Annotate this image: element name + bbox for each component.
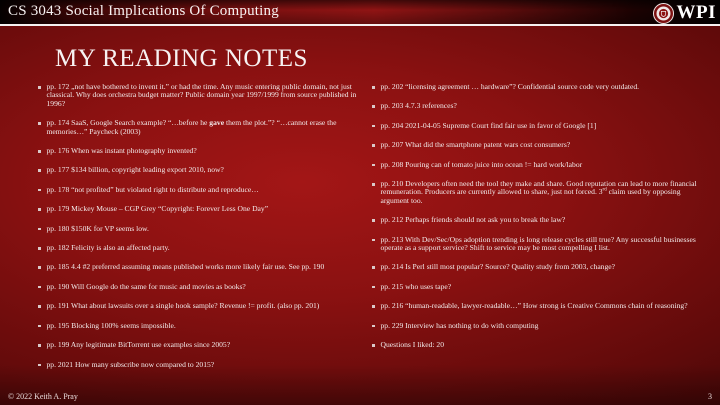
bullet-icon [38, 344, 41, 347]
reading-note-item [38, 341, 358, 349]
reading-note-item [38, 186, 358, 194]
reading-note-item [38, 244, 358, 252]
bullet-icon [372, 183, 375, 186]
note-text: pp. 208 Pouring can of tomato juice into ocean != hard work/labor [380, 159, 583, 169]
note-text: pp. 172 „not have bothered to invent it.” or had the time. Any music entering public domain, not just classical. Why does orchestra budget matter? Public domain year 1997/1999 from source published in 1996? [46, 82, 357, 108]
bullet-icon [38, 86, 41, 89]
reading-note-item [372, 83, 706, 91]
bullet-icon [372, 239, 375, 242]
bullet-icon [372, 305, 375, 308]
bullet-icon [38, 122, 41, 125]
note-text: pp. 199 Any legitimate BitTorrent use examples since 2005? [46, 340, 231, 350]
course-title: CS 3043 Social Implications Of Computing [8, 3, 279, 19]
reading-note-item [38, 361, 358, 369]
reading-note-item [372, 122, 706, 130]
note-text: pp. 214 Is Perl still most popular? Source? Quality study from 2003, change? [380, 262, 616, 272]
note-text: pp. 195 Blocking 100% seems impossible. [46, 320, 176, 330]
reading-note-item [372, 283, 706, 291]
bullet-icon [38, 286, 41, 289]
reading-note-item [38, 205, 358, 213]
note-text: pp. 210 Developers often need the tool they make and share. Good reputation can lead to more financial remuneration. Producers are currently allowed to share, just not forced. 3rd claim used by opposing argument too. [380, 179, 697, 205]
reading-note-item [38, 166, 358, 174]
bullet-icon [372, 344, 375, 347]
bullet-icon [372, 219, 375, 222]
note-text: pp. 203 4.7.3 references? [380, 101, 457, 111]
reading-note-item [38, 263, 358, 271]
note-text: pp. 190 Will Google do the same for music and movies as books? [46, 281, 246, 291]
bullet-icon [372, 105, 375, 108]
bullet-icon [38, 228, 41, 231]
wpi-logo [653, 1, 717, 25]
bullet-icon [372, 144, 375, 147]
note-text: pp. 180 $150K for VP seems low. [46, 223, 149, 233]
bullet-icon [38, 150, 41, 153]
notes-column-right [372, 83, 706, 350]
reading-note-item [372, 263, 706, 271]
bullet-icon [372, 266, 375, 269]
bullet-icon [38, 266, 41, 269]
note-text: pp. 182 Felicity is also an affected party. [46, 243, 170, 253]
reading-note-item [38, 225, 358, 233]
note-text: pp. 212 Perhaps friends should not ask you to break the law? [380, 215, 566, 225]
reading-note-item [38, 147, 358, 155]
note-text: pp. 176 When was instant photography invented? [46, 146, 197, 156]
note-text: pp. 191 What about lawsuits over a single hook sample? Revenue != profit. (also pp. 201) [46, 301, 320, 311]
bullet-icon [38, 305, 41, 308]
bullet-icon [372, 86, 375, 89]
reading-note-item [372, 322, 706, 330]
bullet-icon [372, 286, 375, 289]
note-text: pp. 204 2021-04-05 Supreme Court find fair use in favor of Google [1] [380, 120, 597, 130]
reading-note-item [38, 83, 358, 108]
reading-note-item [372, 302, 706, 310]
bullet-icon [372, 325, 375, 328]
reading-note-item [38, 119, 358, 136]
reading-note-item [372, 161, 706, 169]
note-text: pp. 179 Mickey Mouse – CGP Grey “Copyright: Forever Less One Day” [46, 204, 269, 214]
bullet-icon [372, 164, 375, 167]
note-text: pp. 229 Interview has nothing to do with computing [380, 320, 539, 330]
reading-note-item [38, 322, 358, 330]
note-text: Questions I liked: 20 [380, 340, 444, 350]
note-text: pp. 207 What did the smartphone patent wars cost consumers? [380, 140, 571, 150]
title-bar [0, 0, 720, 26]
wpi-logo-text: WPI [676, 2, 716, 23]
reading-note-item [38, 302, 358, 310]
note-text: pp. 216 “human-readable, lawyer-readable…” How strong is Creative Commons chain of reasoning? [380, 301, 688, 311]
bullet-icon [38, 325, 41, 328]
reading-note-item [372, 102, 706, 110]
reading-note-item [372, 341, 706, 349]
reading-note-item [372, 141, 706, 149]
page-number: 3 [708, 392, 712, 401]
note-text: pp. 213 With Dev/Sec/Ops adoption trending is long release cycles still true? Any successful businesses operate as a support service? Shift to service may be most compelling I list. [380, 234, 696, 253]
bullet-icon [38, 208, 41, 211]
wpi-seal-icon [653, 3, 674, 24]
notes-column-left [38, 83, 358, 369]
reading-note-item [372, 180, 706, 205]
bullet-icon [38, 247, 41, 250]
note-text: pp. 215 who uses tape? [380, 281, 452, 291]
reading-note-item [372, 216, 706, 224]
note-text: pp. 2021 How many subscribe now compared to 2015? [46, 359, 215, 369]
bullet-icon [38, 169, 41, 172]
reading-note-item [38, 283, 358, 291]
reading-note-item [372, 236, 706, 253]
page-title: MY READING NOTES [55, 45, 308, 72]
note-text: pp. 174 SaaS, Google Search example? “…before he gave them the plot.”? “…cannot erase the memories…” Paycheck (2003) [46, 118, 337, 136]
copyright-text: © 2022 Keith A. Pray [8, 392, 78, 401]
note-text: pp. 202 “licensing agreement … hardware”? Confidential source code very outdated. [380, 82, 640, 91]
bullet-icon [38, 189, 41, 192]
bullet-icon [372, 125, 375, 128]
bullet-icon [38, 364, 41, 367]
note-text: pp. 177 $134 billion, copyright leading export 2010, now? [46, 165, 224, 175]
note-text: pp. 185 4.4 #2 preferred assuming means published works more likely fair use. See pp. 190 [46, 262, 325, 272]
note-text: pp. 178 “not profited” but violated right to distribute and reproduce… [46, 184, 259, 194]
